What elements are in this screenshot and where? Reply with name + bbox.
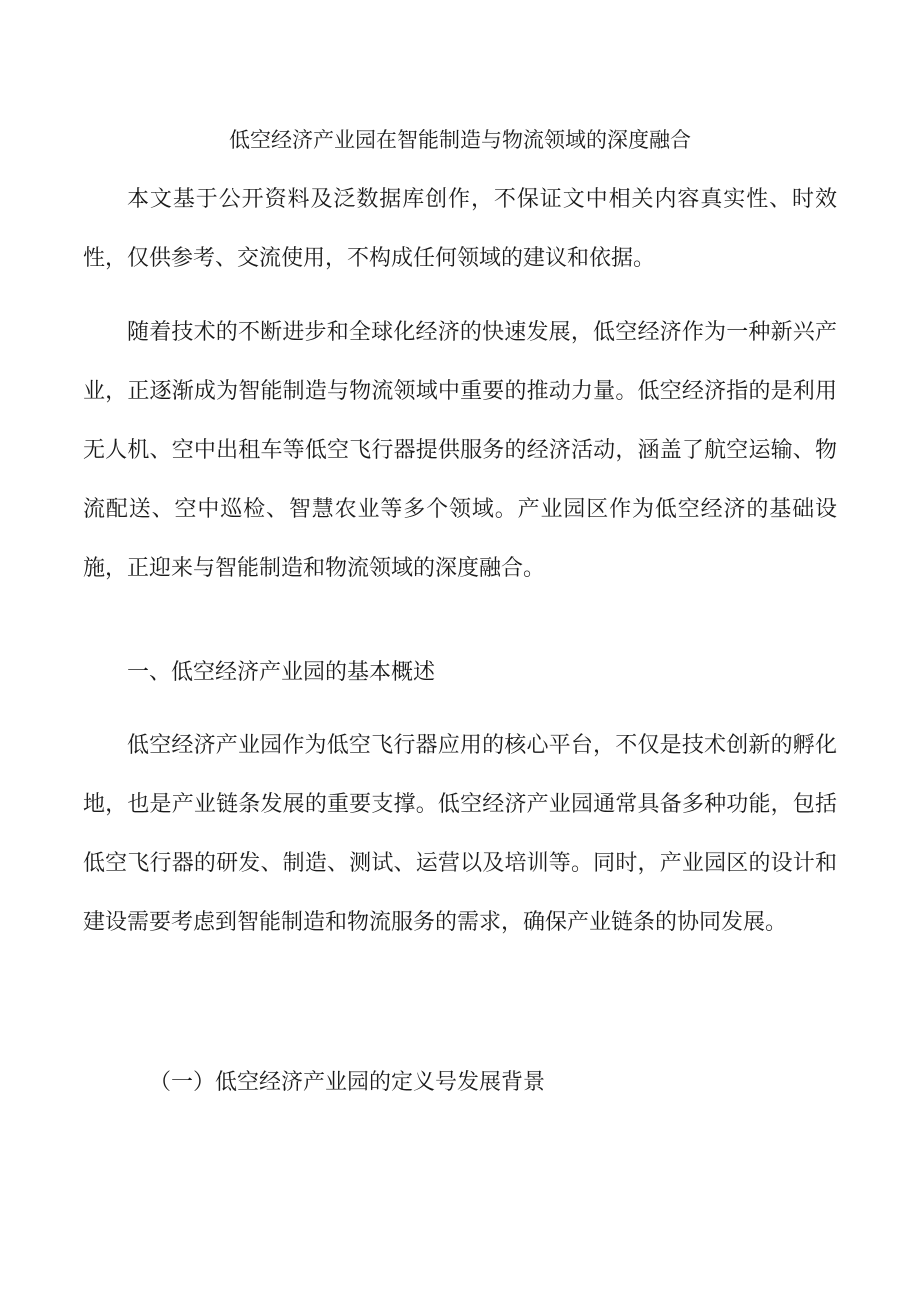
subsection-heading: （一）低空经济产业园的定义号发展背景 [149,1070,546,1095]
document-title: 低空经济产业园在智能制造与物流领域的深度融合 [229,128,691,152]
section-body-paragraph: 低空经济产业园作为低空飞行器应用的核心平台，不仅是技术创新的孵化地，也是产业链条发展的重要支撑。低空经济产业园通常具备多种功能，包括低空飞行器的研发、制造、测试、运营以及培训等。同时，产业园区的设计和建设需要考虑到智能制造和物流服务的需求，确保产业链条的协同发展。 [83,733,837,935]
section-heading: 一、低空经济产业园的基本概述 [127,660,436,685]
intro-paragraph: 随着技术的不断进步和全球化经济的快速发展，低空经济作为一种新兴产业，正逐渐成为智能制造与物流领域中重要的推动力量。低空经济指的是利用无人机、空中出租车等低空飞行器提供服务的经济活动，涵盖了航空运输、物流配送、空中巡检、智慧农业等多个领域。产业园区作为低空经济的基础设施，正迎来与智能制造和物流领域的深度融合。 [83,320,837,581]
disclaimer-paragraph: 本文基于公开资料及泛数据库创作，不保证文中相关内容真实性、时效性，仅供参考、交流使用，不构成任何领域的建议和依据。 [83,187,837,271]
